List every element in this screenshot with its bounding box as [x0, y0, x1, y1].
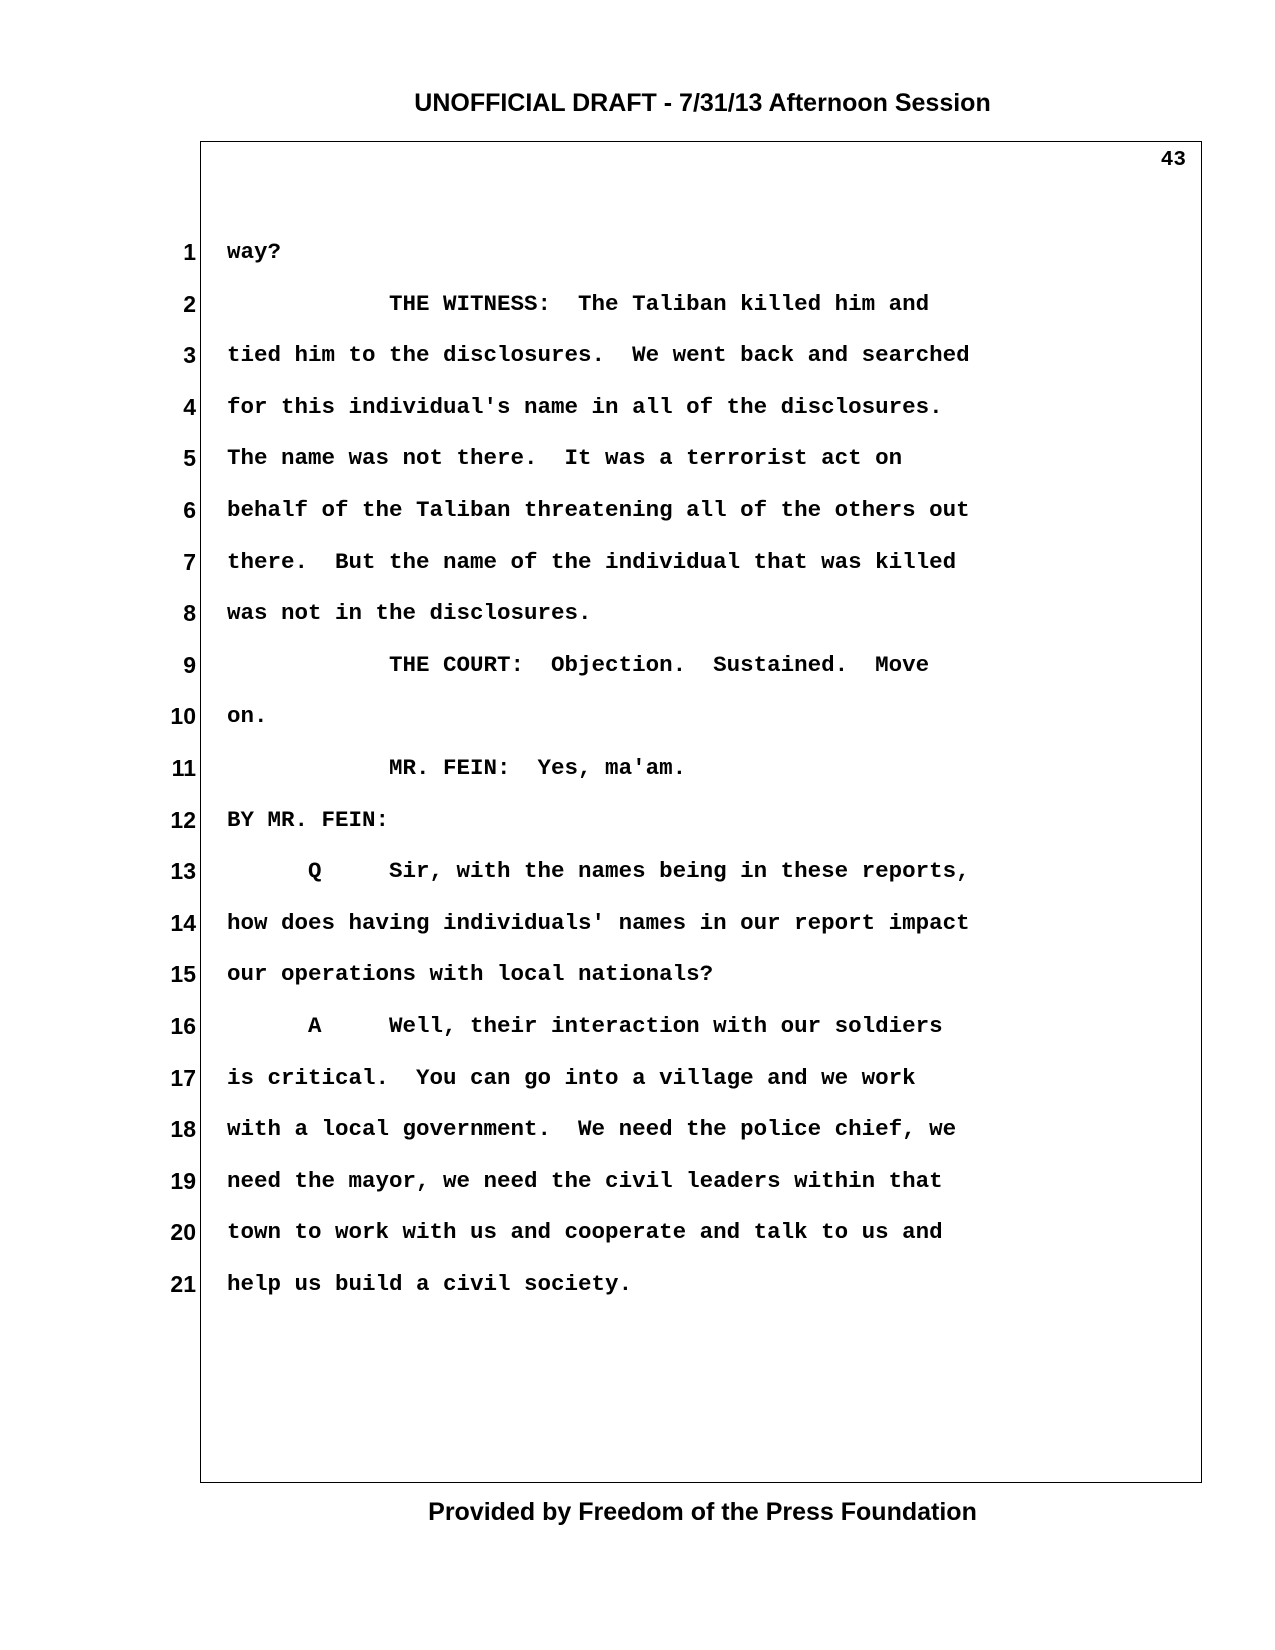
transcript-line — [0, 702, 1200, 754]
line-text: need the mayor, we need the civil leaders within that — [227, 1167, 943, 1194]
transcript-line — [0, 1167, 1200, 1219]
transcript-line — [0, 496, 1200, 548]
transcript-line — [0, 960, 1200, 1012]
transcript-line — [0, 857, 1200, 909]
line-number: 18 — [170, 1116, 196, 1143]
transcript-line — [0, 1218, 1200, 1270]
line-number: 9 — [183, 651, 196, 678]
line-text: A Well, their interaction with our soldiers — [227, 1012, 943, 1039]
transcript-line — [0, 290, 1200, 342]
page-number: 43 — [1160, 149, 1186, 172]
transcript-line — [0, 754, 1200, 806]
line-text: there. But the name of the individual that was killed — [227, 548, 957, 575]
line-number: 1 — [183, 239, 196, 265]
line-number: 4 — [183, 393, 196, 420]
line-number: 2 — [183, 290, 196, 317]
transcript-line — [0, 1115, 1200, 1167]
line-number: 16 — [170, 1012, 196, 1039]
transcript-line — [0, 393, 1200, 445]
line-number: 11 — [171, 754, 196, 781]
line-text: tied him to the disclosures. We went back and searched — [227, 342, 970, 369]
line-text: BY MR. FEIN: — [227, 806, 390, 833]
line-number: 3 — [183, 342, 196, 369]
line-text: THE WITNESS: The Taliban killed him and — [227, 290, 930, 317]
line-number: 13 — [170, 858, 196, 885]
line-number: 8 — [183, 600, 196, 627]
line-text: THE COURT: Objection. Sustained. Move — [227, 651, 930, 678]
line-number: 12 — [170, 806, 196, 833]
line-number: 17 — [170, 1064, 196, 1091]
line-number: 7 — [183, 548, 196, 575]
line-number: 10 — [170, 703, 196, 730]
transcript-line — [0, 806, 1200, 858]
line-text: The name was not there. It was a terrorist act on — [227, 445, 903, 472]
line-text: behalf of the Taliban threatening all of the others out — [227, 496, 970, 523]
transcript-line — [0, 238, 1200, 290]
line-number: 14 — [170, 909, 196, 936]
line-text: help us build a civil society. — [227, 1270, 633, 1297]
line-text: MR. FEIN: Yes, ma'am. — [227, 754, 687, 781]
transcript-lines — [0, 238, 1200, 1321]
line-text: is critical. You can go into a village and we work — [227, 1064, 916, 1091]
line-text: on. — [227, 703, 268, 730]
transcript-line — [0, 1012, 1200, 1064]
transcript-line — [0, 341, 1200, 393]
line-number: 19 — [170, 1167, 196, 1194]
line-text: was not in the disclosures. — [227, 600, 592, 627]
line-number: 20 — [170, 1219, 196, 1246]
header-title: UNOFFICIAL DRAFT - 7/31/13 Afternoon Session — [414, 89, 991, 117]
footer-attribution: Provided by Freedom of the Press Foundation — [428, 1498, 977, 1526]
line-number: 6 — [183, 496, 196, 523]
transcript-line — [0, 548, 1200, 600]
transcript-line — [0, 444, 1200, 496]
line-text: for this individual's name in all of the disclosures. — [227, 393, 943, 420]
line-number: 5 — [183, 445, 196, 472]
transcript-line — [0, 599, 1200, 651]
transcript-line — [0, 909, 1200, 961]
line-number: 21 — [170, 1270, 196, 1297]
line-text: our operations with local nationals? — [227, 961, 714, 988]
line-text: way? — [227, 239, 282, 265]
line-text: Q Sir, with the names being in these reports, — [227, 858, 970, 885]
line-text: town to work with us and cooperate and talk to us and — [227, 1219, 943, 1246]
transcript-line — [0, 1270, 1200, 1322]
line-text: how does having individuals' names in our report impact — [227, 909, 970, 936]
transcript-line — [0, 651, 1200, 703]
transcript-line — [0, 1064, 1200, 1116]
line-number: 15 — [170, 961, 196, 988]
line-text: with a local government. We need the police chief, we — [227, 1116, 957, 1143]
